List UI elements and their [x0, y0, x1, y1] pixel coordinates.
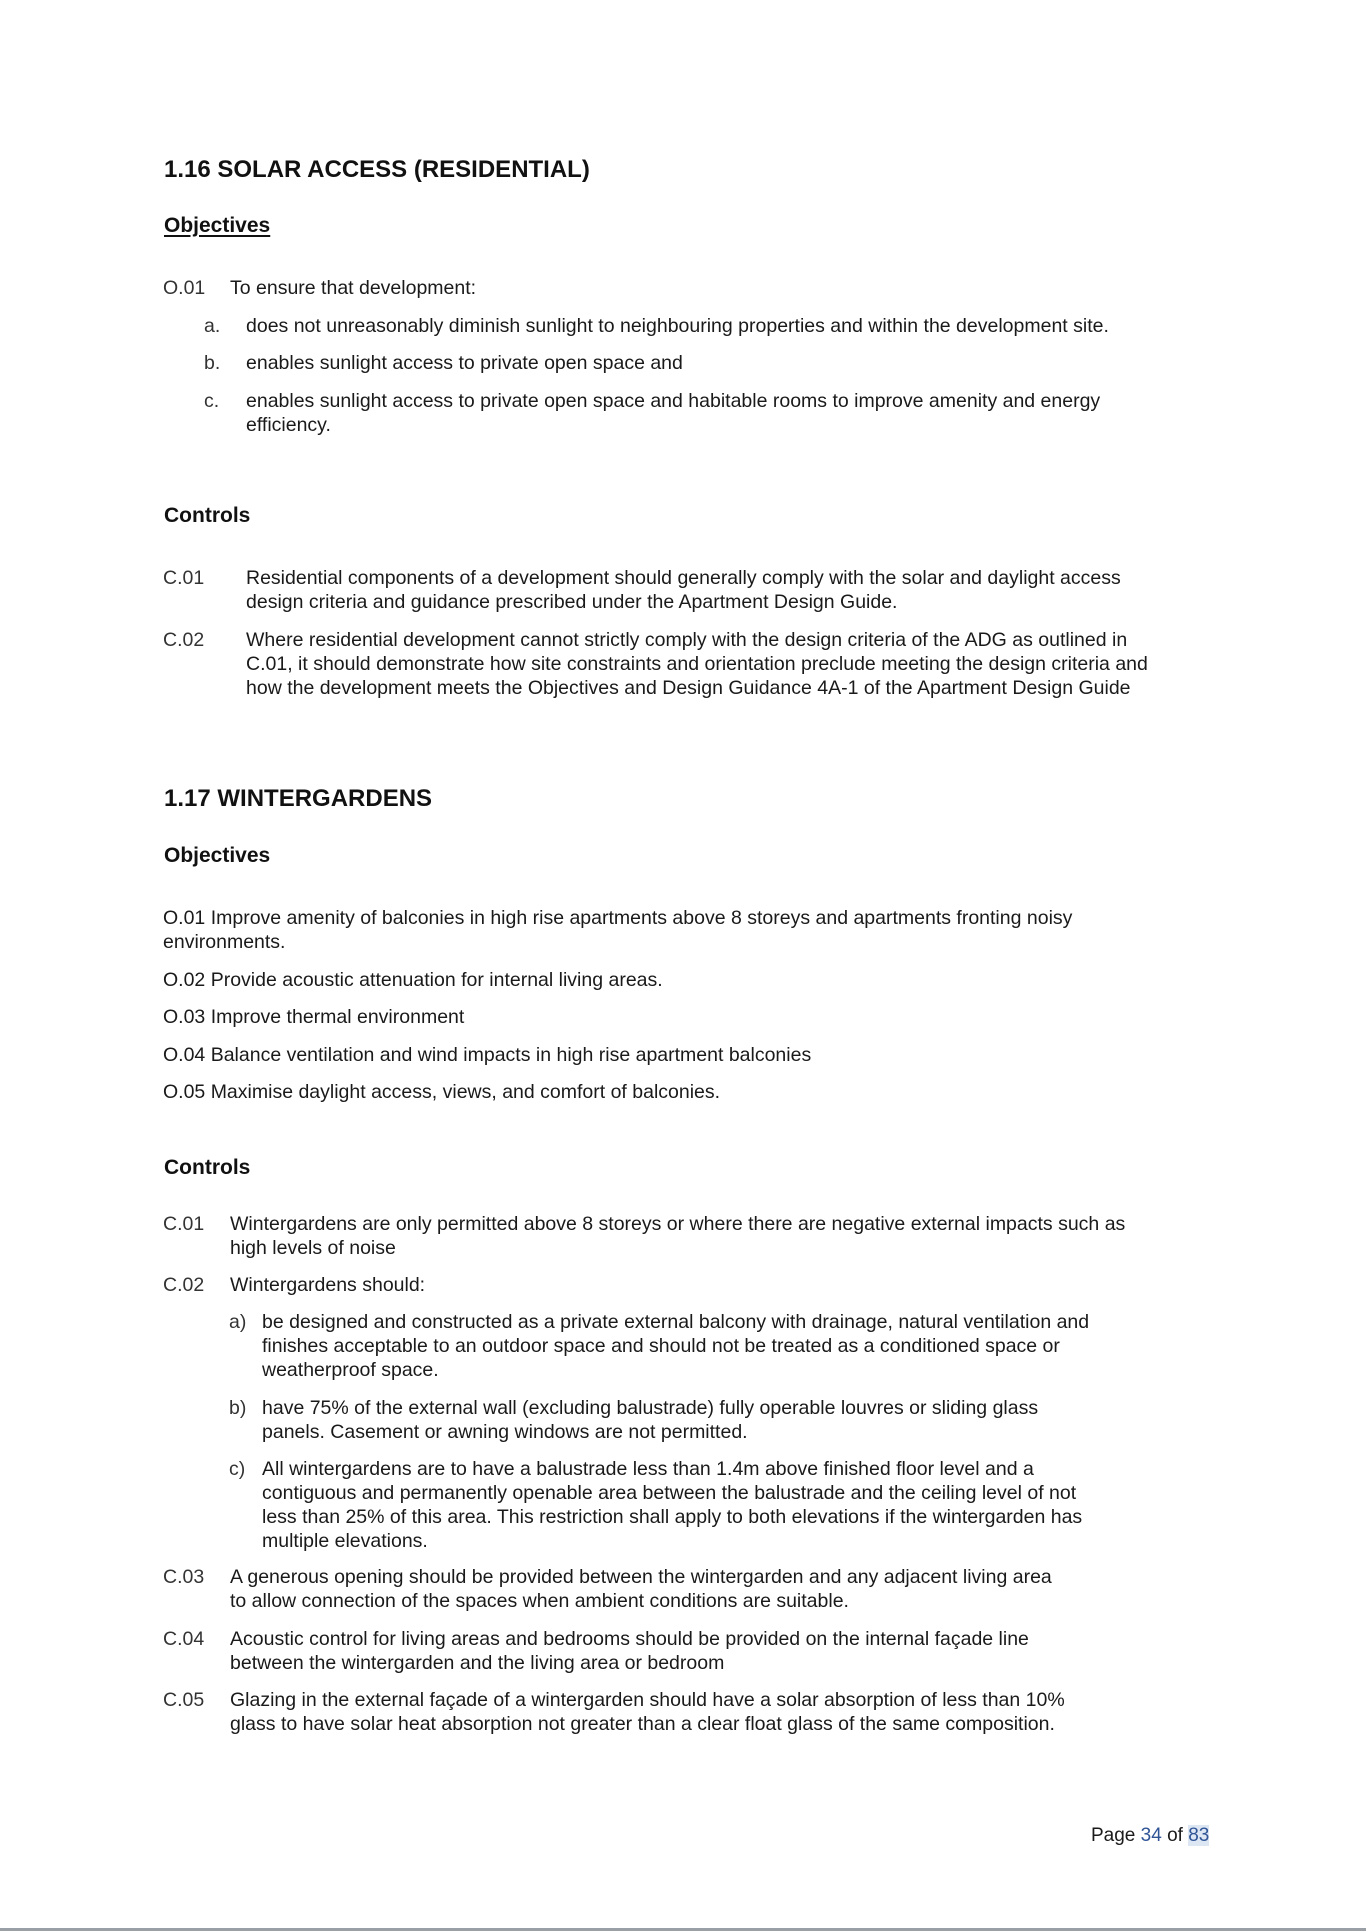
section-heading-solar-access: 1.16 SOLAR ACCESS (RESIDENTIAL): [164, 156, 590, 183]
objectives-heading: Objectives: [164, 844, 271, 867]
list-marker: b): [229, 1397, 247, 1419]
objective-text: O.04 Balance ventilation and wind impacts in high rise apartment balconies: [163, 1044, 812, 1066]
control-text: A generous opening should be provided between the wintergarden and any adjacent living area: [230, 1566, 1052, 1588]
of-label: of: [1167, 1825, 1183, 1846]
objectives-heading: Objectives: [164, 214, 271, 237]
list-item: enables sunlight access to private open space and: [246, 352, 683, 374]
control-number: C.05: [163, 1689, 205, 1711]
control-number: C.03: [163, 1566, 205, 1588]
list-item: panels. Casement or awning windows are not permitted.: [262, 1421, 748, 1443]
control-text: Residential components of a development should generally comply with the solar and daylight access: [246, 567, 1121, 589]
control-text: to allow connection of the spaces when ambient conditions are suitable.: [230, 1590, 849, 1612]
list-item: less than 25% of this area. This restriction shall apply to both elevations if the wintergarden has: [262, 1506, 1083, 1528]
page-total: 83: [1188, 1825, 1210, 1846]
list-item: multiple elevations.: [262, 1530, 428, 1552]
objective-text: environments.: [163, 931, 286, 953]
list-item: All wintergardens are to have a balustrade less than 1.4m above finished floor level and a: [262, 1458, 1034, 1480]
control-text: design criteria and guidance prescribed under the Apartment Design Guide.: [246, 591, 898, 613]
control-number: C.02: [163, 629, 205, 651]
control-text: Where residential development cannot strictly comply with the design criteria of the ADG as outlined in: [246, 629, 1128, 651]
objective-text: To ensure that development:: [230, 277, 477, 299]
list-item: finishes acceptable to an outdoor space and should not be treated as a conditioned space or: [262, 1335, 1060, 1357]
list-item: have 75% of the external wall (excluding balustrade) fully operable louvres or sliding glass: [262, 1397, 1039, 1419]
list-marker: c.: [204, 390, 220, 412]
control-text: high levels of noise: [230, 1237, 396, 1259]
list-item: does not unreasonably diminish sunlight to neighbouring properties and within the development site.: [246, 315, 1109, 337]
list-item: contiguous and permanently openable area between the balustrade and the ceiling level of not: [262, 1482, 1077, 1504]
list-item: be designed and constructed as a private external balcony with drainage, natural ventilation and: [262, 1311, 1090, 1333]
page-number: 34: [1140, 1825, 1162, 1846]
objective-text: O.01 Improve amenity of balconies in high rise apartments above 8 storeys and apartments fronting noisy: [163, 907, 1073, 929]
control-text: C.01, it should demonstrate how site constraints and orientation preclude meeting the design criteria and: [246, 653, 1148, 675]
controls-heading: Controls: [164, 1156, 251, 1179]
control-text: how the development meets the Objectives and Design Guidance 4A-1 of the Apartment Design Guide: [246, 677, 1131, 699]
control-number: C.02: [163, 1274, 205, 1296]
objective-text: O.03 Improve thermal environment: [163, 1006, 465, 1028]
controls-heading: Controls: [164, 504, 251, 527]
control-number: C.01: [163, 567, 205, 589]
control-text: Glazing in the external façade of a wintergarden should have a solar absorption of less than 10%: [230, 1689, 1065, 1711]
control-number: C.04: [163, 1628, 205, 1650]
list-item: weatherproof space.: [262, 1359, 439, 1381]
control-text: between the wintergarden and the living area or bedroom: [230, 1652, 725, 1674]
control-text: Wintergardens should:: [230, 1274, 426, 1296]
list-marker: a.: [204, 315, 221, 337]
objective-text: O.02 Provide acoustic attenuation for internal living areas.: [163, 969, 663, 991]
section-heading-wintergardens: 1.17 WINTERGARDENS: [164, 785, 433, 812]
list-item: enables sunlight access to private open space and habitable rooms to improve amenity and energy: [246, 390, 1101, 412]
control-text: glass to have solar heat absorption not greater than a clear float glass of the same composition.: [230, 1713, 1055, 1735]
list-marker: c): [229, 1458, 246, 1480]
control-number: C.01: [163, 1213, 205, 1235]
objective-text: O.05 Maximise daylight access, views, and comfort of balconies.: [163, 1081, 721, 1103]
page-label: Page: [1091, 1825, 1136, 1846]
page-footer: [1091, 1824, 1209, 1848]
list-marker: b.: [204, 352, 221, 374]
list-marker: a): [229, 1311, 247, 1333]
list-item-continued: efficiency.: [246, 414, 331, 436]
objective-number: O.01: [163, 277, 206, 299]
control-text: Acoustic control for living areas and bedrooms should be provided on the internal façade line: [230, 1628, 1029, 1650]
control-text: Wintergardens are only permitted above 8 storeys or where there are negative external impacts such as: [230, 1213, 1126, 1235]
